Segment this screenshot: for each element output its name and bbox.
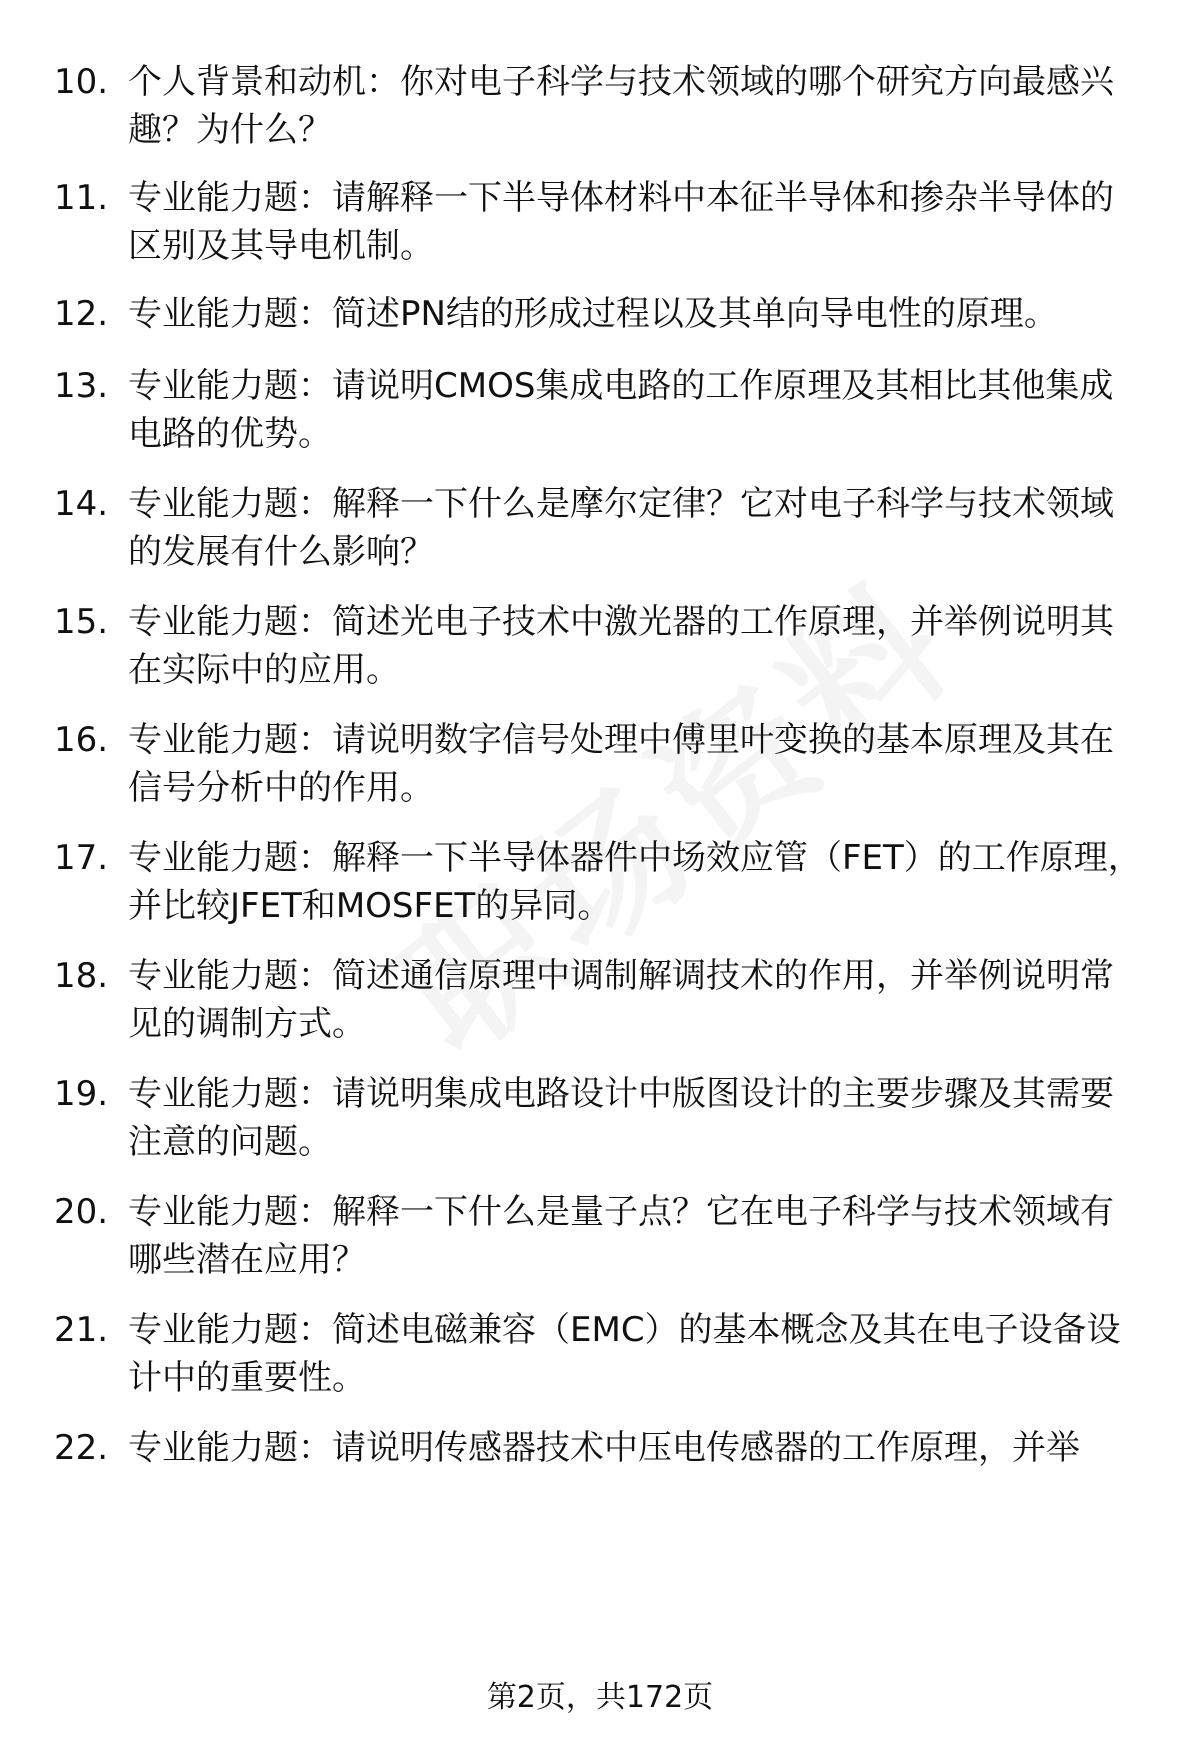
question-text: 专业能力题：解释一下半导体器件中场效应管（FET）的工作原理，并比较JFET和MOSFET的异同。: [128, 838, 1142, 926]
question-text: 专业能力题：解释一下什么是摩尔定律？它对电子科学与技术领域的发展有什么影响？: [128, 484, 1114, 572]
question-text: 专业能力题：请说明CMOS集成电路的工作原理及其相比其他集成电路的优势。: [128, 366, 1114, 454]
question-number: 14.: [54, 484, 109, 524]
question-number: 11.: [54, 178, 109, 218]
question-number: 22.: [54, 1428, 109, 1468]
question-number: 10.: [54, 62, 109, 102]
question-number: 18.: [54, 956, 109, 996]
question-number: 16.: [54, 720, 109, 760]
question-text: 专业能力题：简述光电子技术中激光器的工作原理，并举例说明其在实际中的应用。: [128, 602, 1114, 690]
question-number: 21.: [54, 1310, 109, 1350]
question-text: 专业能力题：简述电磁兼容（EMC）的基本概念及其在电子设备设计中的重要性。: [128, 1310, 1121, 1398]
question-number: 20.: [54, 1192, 109, 1232]
question-text: 专业能力题：解释一下什么是量子点？它在电子科学与技术领域有哪些潜在应用？: [128, 1192, 1114, 1280]
question-number: 12.: [54, 294, 109, 334]
question-text: 专业能力题：请说明集成电路设计中版图设计的主要步骤及其需要注意的问题。: [128, 1074, 1114, 1162]
question-text: 个人背景和动机：你对电子科学与技术领域的哪个研究方向最感兴趣？为什么？: [128, 62, 1114, 150]
question-text: 专业能力题：请说明数字信号处理中傅里叶变换的基本原理及其在信号分析中的作用。: [128, 720, 1114, 808]
question-text: 专业能力题：简述通信原理中调制解调技术的作用，并举例说明常见的调制方式。: [128, 956, 1114, 1044]
question-number: 19.: [54, 1074, 109, 1114]
question-number: 15.: [54, 602, 109, 642]
question-text: 专业能力题：请解释一下半导体材料中本征半导体和掺杂半导体的区别及其导电机制。: [128, 178, 1114, 266]
page-footer: 第2页，共172页: [486, 1680, 714, 1715]
question-text: 专业能力题：简述PN结的形成过程以及其单向导电性的原理。: [128, 294, 1058, 334]
question-number: 17.: [54, 838, 109, 878]
question-text: 专业能力题：请说明传感器技术中压电传感器的工作原理，并举: [128, 1428, 1080, 1468]
question-number: 13.: [54, 366, 109, 406]
